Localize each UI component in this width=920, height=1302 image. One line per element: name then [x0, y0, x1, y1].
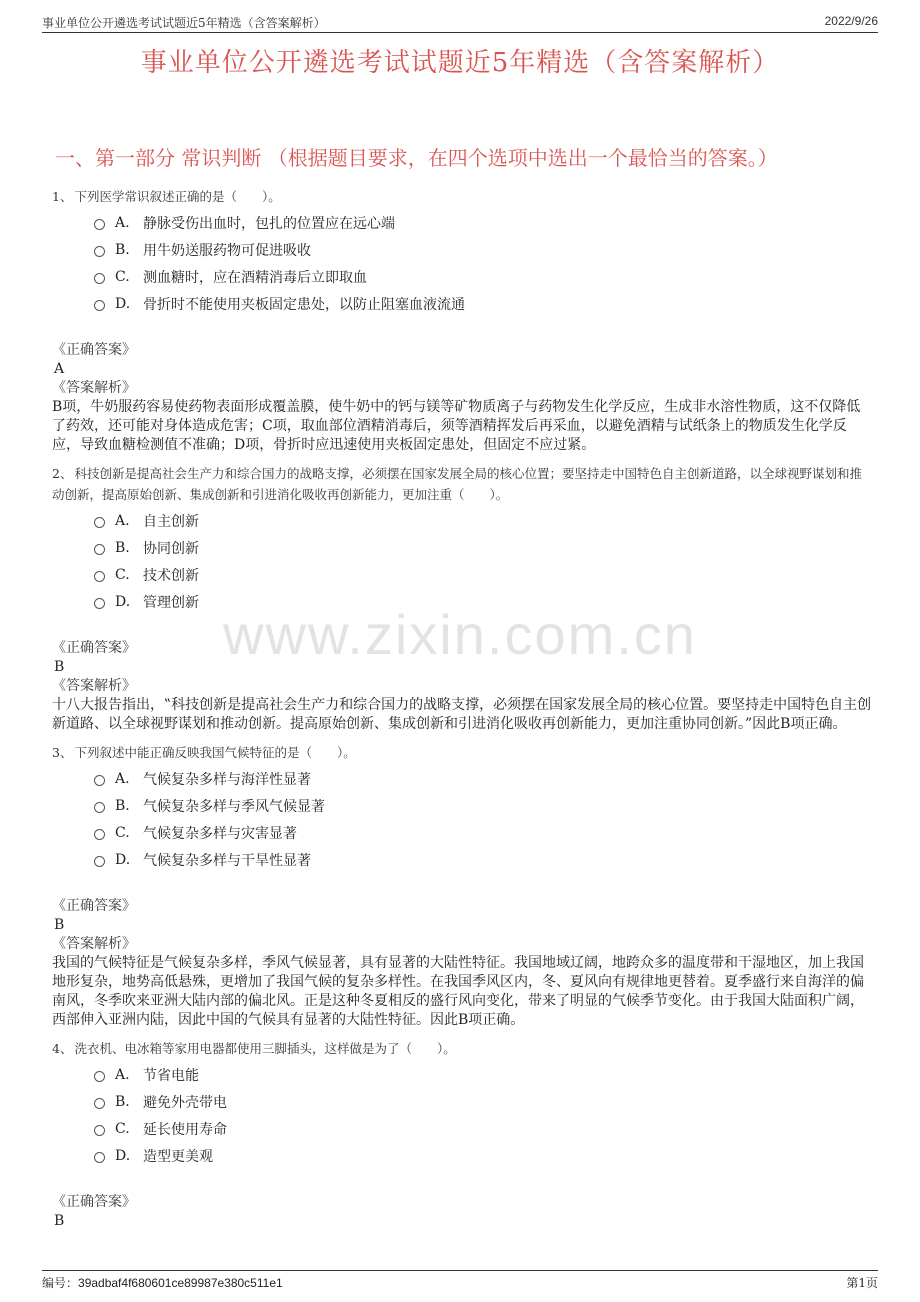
radio-icon[interactable]	[94, 1071, 105, 1082]
analysis-label: 《答案解析》	[52, 678, 136, 694]
option-letter: A.	[115, 512, 130, 529]
page-footer	[42, 1270, 878, 1293]
option-c[interactable]	[94, 1115, 872, 1142]
option-b[interactable]	[94, 1088, 872, 1115]
radio-icon[interactable]	[94, 598, 105, 609]
radio-icon[interactable]	[94, 544, 105, 555]
answer-block	[52, 341, 872, 455]
option-d[interactable]	[94, 290, 872, 317]
option-letter: D.	[115, 593, 131, 610]
question-2	[52, 463, 872, 734]
option-b[interactable]	[94, 236, 872, 263]
option-letter: D.	[115, 295, 131, 312]
option-text: 静脉受伤出血时，包扎的位置应在远心端	[143, 215, 395, 232]
watermark: www.zixin.com.cn	[223, 603, 697, 666]
option-letter: D.	[115, 851, 131, 868]
analysis-text: 十八大报告指出，‟科技创新是提高社会生产力和综合国力的战略支撑，必须摆在国家发展全局的核心位置。要坚持走中国特色自主创新道路、以全球视野谋划和推动创新。提高原始创新、集成创新和引进消化吸收再创新能力，更加注重协同创新。”因此B项正确。	[52, 697, 872, 732]
analysis-text: B项，牛奶服药容易使药物表面形成覆盖膜，使牛奶中的钙与镁等矿物质离子与药物发生化学反应，生成非水溶性物质，这不仅降低了药效，还可能对身体造成危害；C项，取血部位酒精消毒后，须等酒精挥发后再采血，以避免酒精与试纸条上的物质发生化学反应，导致血糖检测值不准确；D项，骨折时应迅速使用夹板固定患处，但固定不应过紧。	[52, 399, 861, 453]
radio-icon[interactable]	[94, 1152, 105, 1163]
option-list	[94, 209, 872, 317]
question-number: 2、	[52, 466, 73, 481]
option-a[interactable]	[94, 765, 872, 792]
option-text: 协同创新	[143, 540, 199, 557]
question-text: 洗衣机、电冰箱等家用电器都使用三脚插头，这样做是为了（ ）。	[74, 1041, 456, 1056]
option-d[interactable]	[94, 588, 872, 615]
question-4	[52, 1038, 872, 1231]
radio-icon[interactable]	[94, 775, 105, 786]
option-text: 气候复杂多样与季风气候显著	[143, 798, 325, 815]
question-list	[52, 186, 872, 1239]
analysis-label: 《答案解析》	[52, 936, 136, 952]
option-letter: B.	[115, 241, 130, 258]
radio-icon[interactable]	[94, 856, 105, 867]
correct-answer: B	[54, 917, 65, 933]
answer-block	[52, 897, 872, 1030]
correct-answer: A	[54, 361, 65, 377]
question-text: 下列医学常识叙述正确的是（ ）。	[74, 189, 281, 204]
radio-icon[interactable]	[94, 571, 105, 582]
radio-icon[interactable]	[94, 802, 105, 813]
correct-answer: B	[54, 659, 65, 675]
radio-icon[interactable]	[94, 517, 105, 528]
header-date: 2022/9/26	[824, 14, 878, 28]
question-number: 4、	[52, 1041, 73, 1056]
option-letter: C.	[115, 824, 130, 841]
document-title: 事业单位公开遴选考试试题近5年精选（含答案解析）	[140, 48, 780, 78]
option-list	[94, 507, 872, 615]
question-stem	[52, 186, 872, 207]
option-c[interactable]	[94, 561, 872, 588]
correct-answer: B	[54, 1213, 65, 1229]
question-text: 科技创新是提高社会生产力和综合国力的战略支撑，必须摆在国家发展全局的核心位置；要坚持走中国特色自主创新道路，以全球视野谋划和推动创新，提高原始创新、集成创新和引进消化吸收再创新能力，更加注重（ ）。	[52, 466, 862, 502]
answer-block	[52, 639, 872, 734]
option-c[interactable]	[94, 263, 872, 290]
option-text: 骨折时不能使用夹板固定患处，以防止阻塞血液流通	[143, 296, 465, 313]
question-text: 下列叙述中能正确反映我国气候特征的是（ ）。	[74, 745, 356, 760]
correct-answer-label: 《正确答案》	[52, 342, 136, 358]
option-b[interactable]	[94, 534, 872, 561]
radio-icon[interactable]	[94, 1125, 105, 1136]
answer-block	[52, 1193, 872, 1231]
option-letter: B.	[115, 1093, 130, 1110]
option-text: 用牛奶送服药物可促进吸收	[143, 242, 311, 259]
option-a[interactable]	[94, 1061, 872, 1088]
option-letter: B.	[115, 539, 130, 556]
page-number: 第1页	[846, 1276, 878, 1290]
option-letter: C.	[115, 1120, 130, 1137]
option-text: 自主创新	[143, 513, 199, 530]
option-letter: A.	[115, 1066, 130, 1083]
option-b[interactable]	[94, 792, 872, 819]
option-letter: C.	[115, 268, 130, 285]
code-value: 39adbaf4f680601ce89987e380c511e1	[78, 1276, 283, 1290]
radio-icon[interactable]	[94, 219, 105, 230]
correct-answer-label: 《正确答案》	[52, 1194, 136, 1210]
section-heading: 一、第一部分 常识判断 （根据题目要求，在四个选项中选出一个最恰当的答案。）	[55, 146, 778, 170]
option-text: 避免外壳带电	[143, 1094, 227, 1111]
page-header	[42, 12, 878, 33]
option-text: 测血糖时，应在酒精消毒后立即取血	[143, 269, 367, 286]
correct-answer-label: 《正确答案》	[52, 898, 136, 914]
radio-icon[interactable]	[94, 273, 105, 284]
radio-icon[interactable]	[94, 1098, 105, 1109]
code-label: 编号：	[42, 1276, 79, 1290]
option-letter: A.	[115, 214, 130, 231]
question-number: 3、	[52, 745, 73, 760]
option-list	[94, 765, 872, 873]
header-title: 事业单位公开遴选考试试题近5年精选（含答案解析）	[42, 16, 326, 30]
option-text: 造型更美观	[143, 1148, 213, 1165]
radio-icon[interactable]	[94, 300, 105, 311]
option-d[interactable]	[94, 1142, 872, 1169]
option-text: 延长使用寿命	[143, 1121, 227, 1138]
document-code	[42, 1274, 283, 1291]
option-text: 节省电能	[143, 1067, 199, 1084]
option-letter: B.	[115, 797, 130, 814]
option-letter: C.	[115, 566, 130, 583]
radio-icon[interactable]	[94, 829, 105, 840]
option-a[interactable]	[94, 507, 872, 534]
analysis-label: 《答案解析》	[52, 380, 136, 396]
question-3	[52, 742, 872, 1030]
option-text: 技术创新	[143, 567, 199, 584]
option-text: 气候复杂多样与干旱性显著	[143, 852, 311, 869]
option-list	[94, 1061, 872, 1169]
option-letter: D.	[115, 1147, 131, 1164]
option-text: 气候复杂多样与灾害显著	[143, 825, 297, 842]
option-letter: A.	[115, 770, 130, 787]
option-c[interactable]	[94, 819, 872, 846]
question-number: 1、	[52, 189, 73, 204]
radio-icon[interactable]	[94, 246, 105, 257]
analysis-text: 我国的气候特征是气候复杂多样，季风气候显著，具有显著的大陆性特征。我国地域辽阔，地跨众多的温度带和干湿地区，加上我国地形复杂，地势高低悬殊，更增加了我国气候的复杂多样性。在我国季风区内，冬、夏风向有规律地更替着。夏季盛行来自海洋的偏南风，冬季吹来亚洲大陆内部的偏北风。正是这种冬夏相反的盛行风向变化，带来了明显的气候季节变化。由于我国大陆面积广阔，西部伸入亚洲内陆，因此中国的气候具有显著的大陆性特征。因此B项正确。	[52, 955, 864, 1028]
option-d[interactable]	[94, 846, 872, 873]
option-text: 气候复杂多样与海洋性显著	[143, 771, 311, 788]
question-1	[52, 186, 872, 455]
correct-answer-label: 《正确答案》	[52, 640, 136, 656]
question-stem	[52, 463, 872, 505]
question-stem	[52, 1038, 872, 1059]
option-a[interactable]	[94, 209, 872, 236]
question-stem	[52, 742, 872, 763]
option-text: 管理创新	[143, 594, 199, 611]
